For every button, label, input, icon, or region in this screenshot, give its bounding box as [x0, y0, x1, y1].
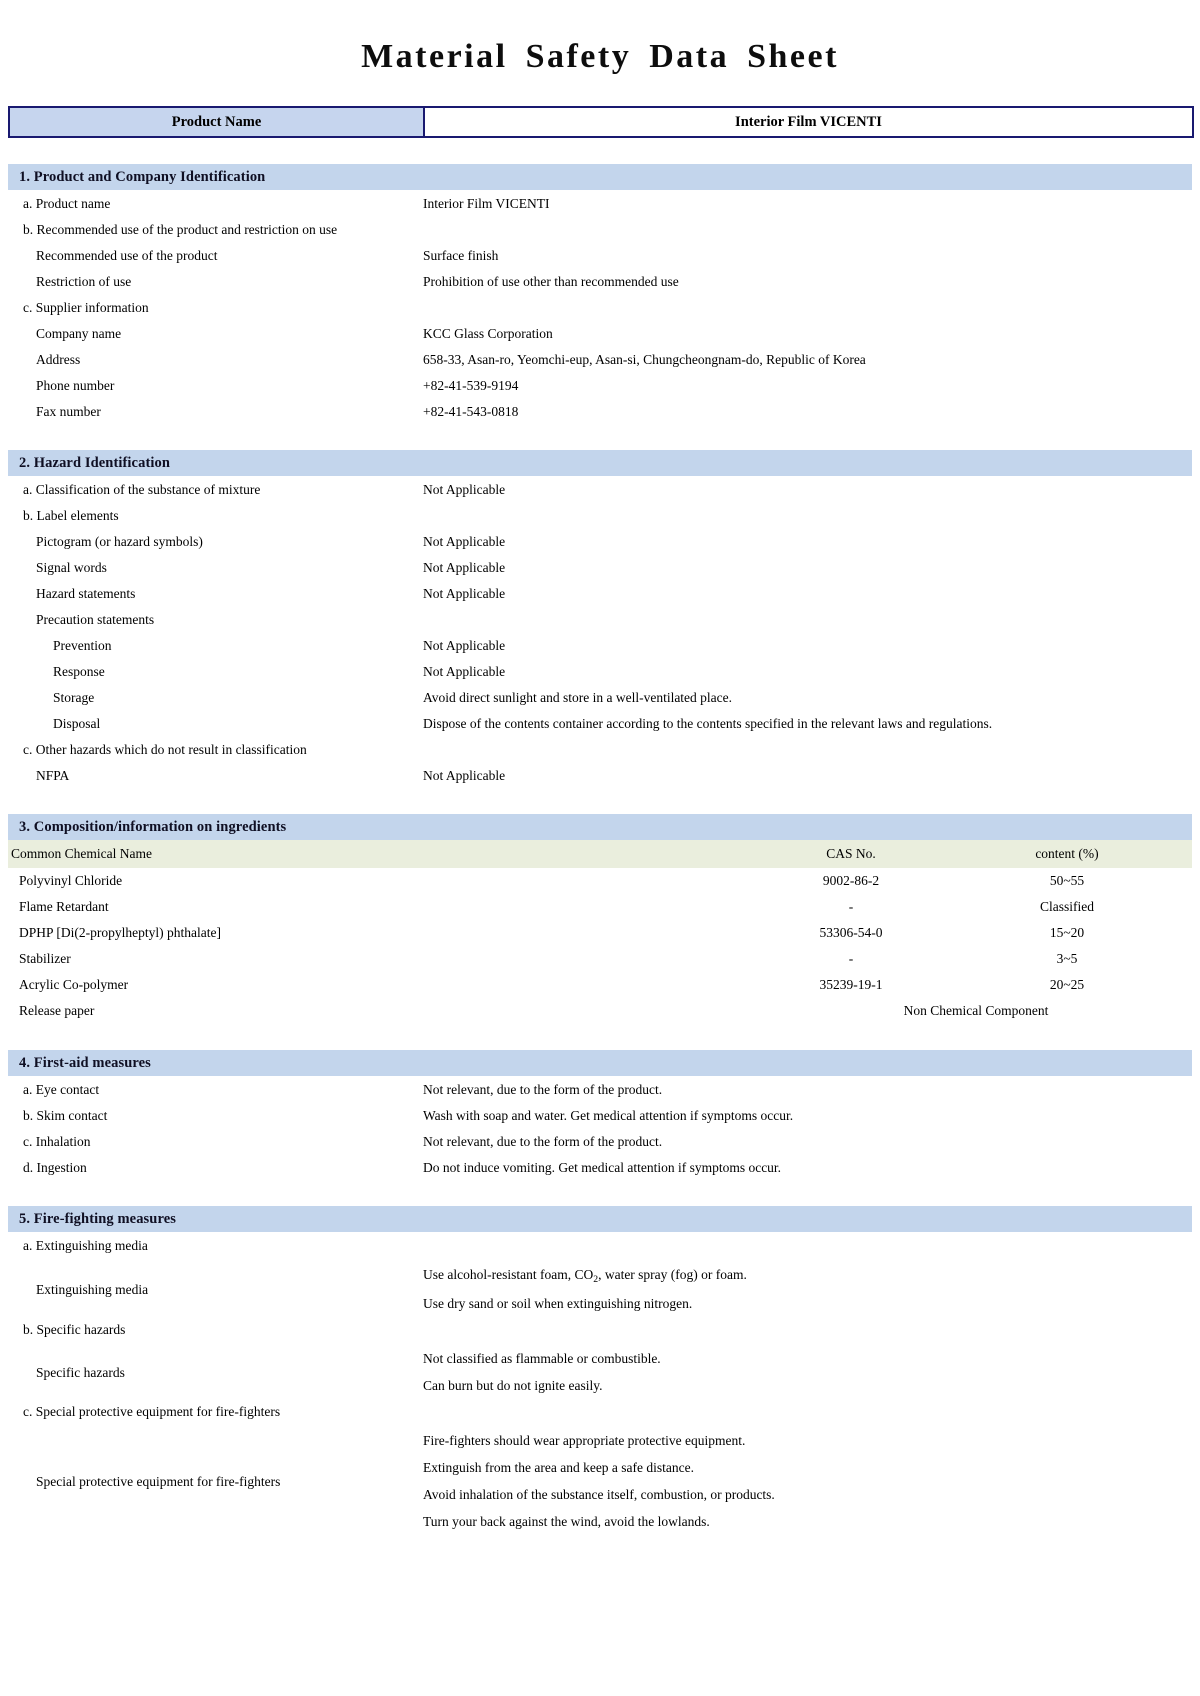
field-row [8, 320, 1192, 346]
field-label: Address [36, 352, 81, 367]
ingredient-cas: 53306-54-0 [819, 925, 883, 940]
field-label: Extinguishing media [36, 1281, 149, 1297]
ingredients-table [8, 840, 1192, 1024]
field-value-line: Avoid inhalation of the substance itself, combustion, or products. [423, 1487, 775, 1502]
field-value: +82-41-543-0818 [423, 404, 519, 419]
field-value: Interior Film VICENTI [423, 196, 550, 211]
field-row [8, 1398, 1192, 1424]
section-rows [8, 1232, 1192, 1534]
page-title: Material Safety Data Sheet [361, 38, 839, 75]
field-label: Specific hazards [36, 1364, 125, 1380]
field-row [8, 1154, 1192, 1180]
ingredient-cas: - [848, 951, 854, 966]
field-row [8, 762, 1192, 788]
field-label: b. Specific hazards [23, 1322, 126, 1337]
product-name-value: Interior Film VICENTI [424, 107, 1193, 137]
section-rows [8, 1076, 1192, 1180]
field-label: Pictogram (or hazard symbols) [36, 534, 203, 549]
field-label: c. Special protective equipment for fire-fighters [23, 1404, 281, 1419]
field-row [8, 580, 1192, 606]
field-value-line: Fire-fighters should wear appropriate protective equipment. [423, 1433, 746, 1448]
table-row [9, 107, 1193, 137]
field-label: c. Inhalation [23, 1134, 91, 1149]
ingredient-name: Stabilizer [19, 951, 71, 966]
table-row [8, 972, 1192, 998]
field-value: Not Applicable [423, 768, 506, 783]
field-label: b. Skim contact [23, 1108, 108, 1123]
field-value: Avoid direct sunlight and store in a well-ventilated place. [423, 690, 733, 705]
field-label: c. Supplier information [23, 300, 149, 315]
field-label: a. Eye contact [23, 1082, 100, 1097]
section-heading-2: 2. Hazard Identification [8, 450, 1192, 476]
field-value-line: Turn your back against the wind, avoid the lowlands. [423, 1514, 710, 1529]
ingredient-cas: - [848, 899, 854, 914]
ingredient-name: DPHP [Di(2-propylheptyl) phthalate] [19, 925, 221, 940]
field-row [8, 528, 1192, 554]
field-value: Not relevant, due to the form of the product. [423, 1082, 663, 1097]
section-heading-5: 5. Fire-fighting measures [8, 1206, 1192, 1232]
field-row [8, 736, 1192, 762]
field-row [8, 658, 1192, 684]
field-row [8, 346, 1192, 372]
section-spacer [0, 424, 1200, 450]
ingredient-content: 20~25 [1049, 977, 1085, 992]
field-label: Signal words [36, 560, 107, 575]
ingredient-content: 50~55 [1049, 873, 1085, 888]
field-value-line: Can burn but do not ignite easily. [423, 1378, 603, 1393]
field-label: a. Extinguishing media [23, 1238, 148, 1253]
column-header-c-name: Common Chemical Name [8, 840, 760, 868]
section-spacer [0, 1180, 1200, 1206]
field-value: Not Applicable [423, 560, 506, 575]
field-value: +82-41-539-9194 [423, 378, 519, 393]
field-value: Not Applicable [423, 586, 506, 601]
field-label: a. Product name [23, 196, 111, 211]
section-heading-3: 3. Composition/information on ingredients [8, 814, 1192, 840]
field-label: Precaution statements [36, 612, 155, 627]
section-rows [8, 476, 1192, 788]
field-label: Storage [53, 690, 95, 705]
field-row [8, 554, 1192, 580]
field-row [8, 710, 1192, 736]
section-heading-1: 1. Product and Company Identification [8, 164, 1192, 190]
ingredient-name: Flame Retardant [19, 899, 109, 914]
field-row [8, 1342, 1192, 1398]
table-row [8, 946, 1192, 972]
field-label: Phone number [36, 378, 115, 393]
field-row [8, 398, 1192, 424]
field-row [8, 216, 1192, 242]
field-row [8, 294, 1192, 320]
field-value: Not Applicable [423, 638, 506, 653]
table-row [8, 920, 1192, 946]
field-label: Hazard statements [36, 586, 136, 601]
sections-container [0, 138, 1200, 1534]
ingredient-name: Polyvinyl Chloride [19, 873, 123, 888]
section-spacer [0, 138, 1200, 164]
section-spacer [0, 1024, 1200, 1050]
field-value: Wash with soap and water. Get medical attention if symptoms occur. [423, 1108, 794, 1123]
ingredient-content: 15~20 [1049, 925, 1085, 940]
field-value-line: Not classified as flammable or combustible. [423, 1351, 661, 1366]
table-row [8, 998, 1192, 1024]
field-row [8, 502, 1192, 528]
field-label: d. Ingestion [23, 1160, 87, 1175]
product-name-label: Product Name [9, 107, 424, 137]
field-value: Do not induce vomiting. Get medical attention if symptoms occur. [423, 1160, 782, 1175]
field-label: c. Other hazards which do not result in classification [23, 742, 307, 757]
field-row [8, 606, 1192, 632]
field-row [8, 190, 1192, 216]
field-row [8, 268, 1192, 294]
field-label: Recommended use of the product [36, 248, 218, 263]
product-name-table [8, 106, 1194, 138]
field-row [8, 1232, 1192, 1258]
table-row [8, 894, 1192, 920]
field-value: Prohibition of use other than recommended use [423, 274, 679, 289]
field-label: a. Classification of the substance of mixture [23, 482, 261, 497]
field-value-line: Use alcohol-resistant foam, $CO_2$, water spray (fog) or foam. [423, 1267, 747, 1285]
field-value: Surface finish [423, 248, 499, 263]
section-rows [8, 190, 1192, 424]
field-value [423, 1432, 1192, 1530]
field-value: Dispose of the contents container according to the contents specified in the relevant laws and regulations. [423, 716, 993, 731]
column-header-c-cas: CAS No. [760, 840, 942, 868]
field-row [8, 1102, 1192, 1128]
field-label: Restriction of use [36, 274, 132, 289]
field-value: KCC Glass Corporation [423, 326, 553, 341]
field-label: Fax number [36, 404, 101, 419]
field-row [8, 476, 1192, 502]
column-header-c-pct: content (%) [942, 840, 1192, 868]
field-value: Not Applicable [423, 482, 506, 497]
field-row [8, 684, 1192, 710]
field-row [8, 1258, 1192, 1316]
table-row [8, 868, 1192, 894]
field-row [8, 1424, 1192, 1534]
field-value: 658-33, Asan-ro, Yeomchi-eup, Asan-si, Chungcheongnam-do, Republic of Korea [423, 352, 866, 367]
field-value [423, 1350, 1192, 1394]
field-label: Response [53, 664, 105, 679]
ingredient-cas: 9002-86-2 [822, 873, 880, 888]
field-value: Not Applicable [423, 664, 506, 679]
ingredient-cas: 35239-19-1 [819, 977, 883, 992]
field-row [8, 242, 1192, 268]
field-row [8, 1076, 1192, 1102]
field-label: NFPA [36, 768, 70, 783]
field-label: Prevention [53, 638, 112, 653]
field-value [423, 1266, 1192, 1312]
field-row [8, 372, 1192, 398]
field-value: Not Applicable [423, 534, 506, 549]
field-row [8, 1128, 1192, 1154]
section-heading-4: 4. First-aid measures [8, 1050, 1192, 1076]
field-value-line: Use dry sand or soil when extinguishing nitrogen. [423, 1296, 693, 1311]
table-header-row [8, 840, 1192, 868]
field-label: b. Recommended use of the product and restriction on use [23, 222, 338, 237]
ingredient-name: Release paper [19, 1003, 95, 1018]
field-label: Special protective equipment for fire-fighters [36, 1473, 281, 1489]
ingredient-content: 3~5 [1056, 951, 1078, 966]
ingredient-note: Non Chemical Component [903, 1003, 1049, 1018]
ingredient-name: Acrylic Co-polymer [19, 977, 129, 992]
field-label: Company name [36, 326, 122, 341]
section-spacer [0, 788, 1200, 814]
field-value: Not relevant, due to the form of the product. [423, 1134, 663, 1149]
field-label: Disposal [53, 716, 101, 731]
field-row [8, 1316, 1192, 1342]
field-label: b. Label elements [23, 508, 119, 523]
field-row [8, 632, 1192, 658]
ingredient-content: Classified [1040, 899, 1094, 914]
field-value-line: Extinguish from the area and keep a safe distance. [423, 1460, 695, 1475]
